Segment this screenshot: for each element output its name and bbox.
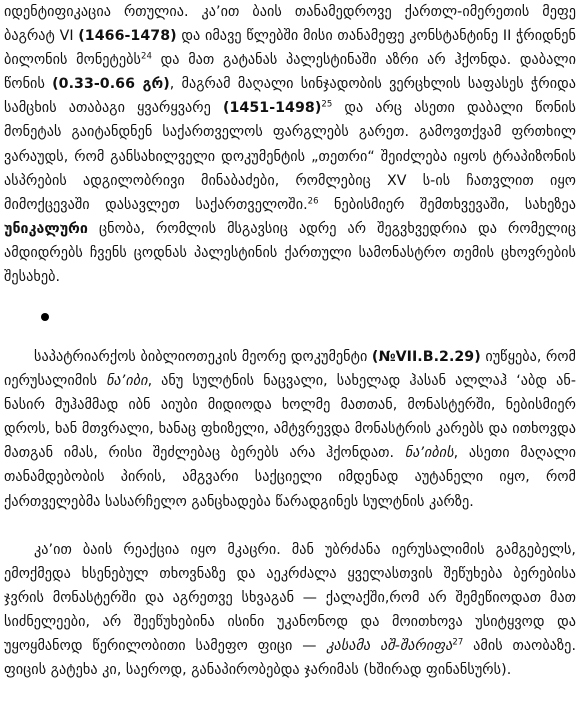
text-run: იდენტიფიკაცია რთულია. კა’ით ბაის თანამედროვე ქართლ-იმერეთის მეფე ბაგრატ VI (4, 4, 576, 45)
term-naib: ნა’იბი (106, 373, 148, 390)
text-run: და იმავე წლებში მისი თანამეფე კონსტანტინე II ჭრიდნენ ბილონის მონეტებს (4, 28, 576, 69)
term-naib: ნა’იბის (404, 445, 454, 462)
paragraph-3 (4, 538, 576, 683)
text-run: , ანუ სულტნის ნაცვალი, სახელად ჰასან ალლაჰ ‘აბდ ან-ნასირ მუჰამმად იბნ აიუბი მიდიოდა ხოლმე მათთან, მონასტერში, ნებისმიერ დროს, ხან მთვრალი, ხანაც ფხიზელი, ამტვრევდა მონასტრის კარებს და ითხოვდა მათგან იმას, რისი შეძლებაც ბერებს არა ჰქონდათ. (4, 373, 577, 462)
text-run: , ასეთი მაღალი თანამდებობის პირის, ამგვარი საქციელი იმდენად აუტანელი იყო, რომ ქართველებმა სასარჩელო განცხადება წარადგინეს სულტნის კარზე. (4, 445, 576, 510)
footnote-ref-24[interactable]: 24 (140, 51, 152, 62)
text-run: იუწყება, რომ იერუსალიმის (4, 349, 577, 390)
footnote-ref-25[interactable]: 25 (321, 99, 333, 110)
text-run: ამის თაობაზე. ფიცის გატეხა კი, საეროდ, განაპირობებდა ჯარიმას (ხშირად ფინანსურს). (4, 638, 577, 679)
text-run: , მაგრამ მაღალი სინჯადობის ვერცხლის საფასეს ჭრიდა სამცხის ათაბაგი ყვარყვარე (4, 76, 577, 117)
footnote-ref-27[interactable]: 27 (452, 637, 464, 648)
date-range: (1451-1498) (222, 100, 322, 117)
text-run: კა’ით ბაის რეაქცია იყო მკაცრი. მან უბრძანა იერუსალიმის გამგებელს, ემოქმედა ხსენებულ თხოვნაზე და აეკრძალა ყველასთვის შეწუხება ბერებისა ჯვრის მონასტერში და აგრეთვე სხვაგან — ქალაქში,რომ არ შემეწიოდათ მათ სიძნელეები, არ შეეწუხებინა ისინი უკანონოდ და მოითხოვა უსიტყვოდ და უყოყმანოდ წერილობითი სამეფო ფიცი — (4, 542, 576, 655)
document-number: (№VII.B.2.29) (371, 349, 481, 365)
text-run: ნებისმიერ შემთხვევაში, სახეზეა (318, 196, 576, 213)
weight-range: (0.33-0.66 გრ) (52, 76, 170, 93)
text-run: საპატრიარქოს ბიბლიოთეკის მეორე დოკუმენტი (34, 349, 372, 365)
paragraph-1 (4, 0, 576, 289)
date-range: (1466-1478) (78, 28, 177, 45)
text-run: და არც ასეთი დაბალი წონის მონეტას გაიტანდნენ საქართველოს ფარგლებს გარეთ. გამოვთქვამ ფრთხილ ვარაუდს, რომ განსახილველი დოკუმენტის „თეთრი“ შეიძლება იყოს ტრაპიზონის ასპრების ადგილობრივი მინაბაძები, რომლებიც XV ს-ის ჩათვლით იყო მიმოქცევაში დასავლეთ საქართველოში. (4, 100, 577, 213)
bullet-icon (41, 313, 49, 321)
term-qasama: კასამა აშ-შარიფა (326, 638, 453, 655)
emphasis-unique: უნიკალური (4, 220, 88, 237)
text-run: ცნობა, რომლის მსგავსიც ადრე არ შეგვხვედრია და რომელიც ამდიდრებს ჩვენს ცოდნას პალესტინის ქართული სამონასტრო თემის ცხოვრების შესახებ. (4, 220, 576, 286)
paragraph-2 (4, 345, 576, 514)
text-run: და მათ გატანას პალესტინაში აზრი არ ჰქონდა. დაბალი წონის (4, 52, 576, 93)
footnote-ref-26[interactable]: 26 (307, 196, 319, 207)
